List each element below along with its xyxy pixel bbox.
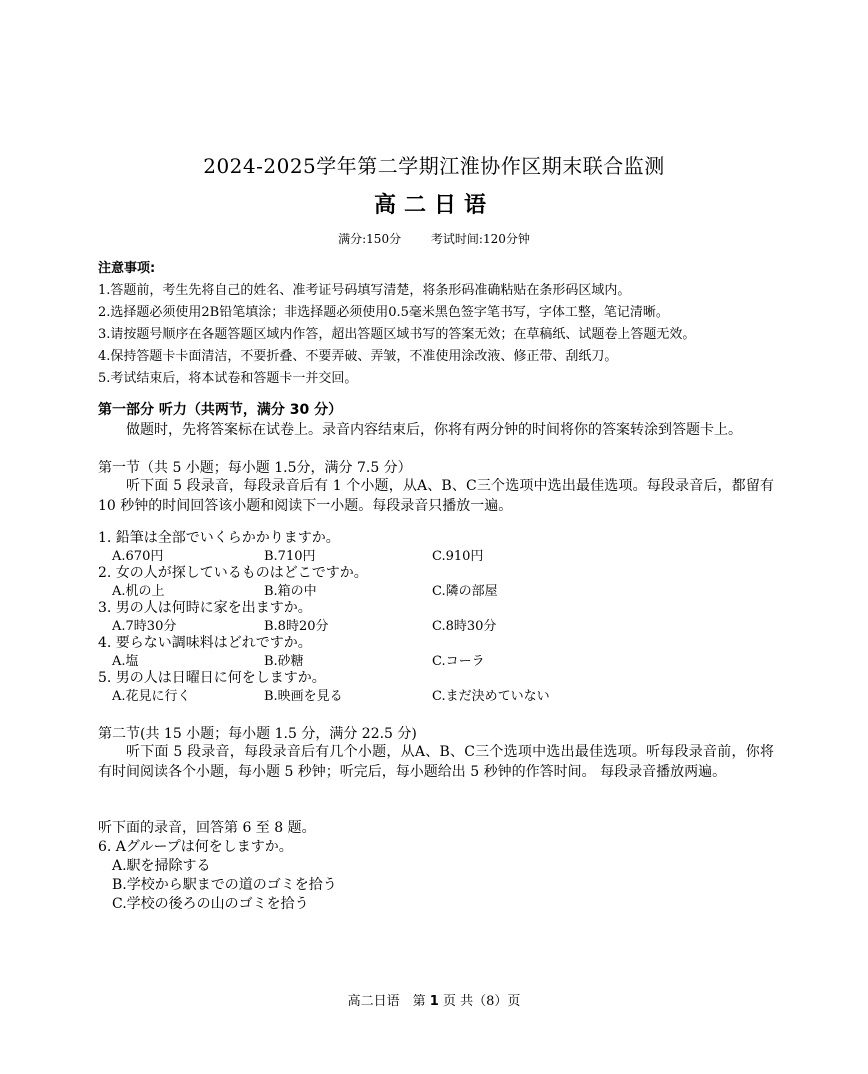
exam-meta	[0, 230, 868, 247]
full-score: 满分:150分	[338, 232, 402, 246]
question-5: 5. 男の人は日曜日に何をしますか。	[98, 670, 326, 686]
question-1: 1. 鉛筆は全部でいくらかかりますか。	[98, 530, 340, 546]
question-4: 4. 要らない調味料はどれですか。	[98, 635, 312, 651]
options-3	[98, 618, 788, 636]
option-a: A.670円	[112, 548, 164, 564]
question-6: 6. Aグループは何をしますか。	[98, 839, 293, 855]
footer-total: 页 共（8）页	[438, 994, 521, 1009]
note-item: 1.答题前，考生先将自己的姓名、准考证号码填写清楚，将条形码准确粘贴在条形码区域内。	[98, 283, 631, 298]
exam-time: 考试时间:120分钟	[430, 232, 530, 246]
section2-intro: 听下面 5 段录音，每段录音后有几个小题，从A、B、C三个选项中选出最佳选项。听每段录音前，你将有时间阅读各个小题，每小题 5 秒钟；听完后，每小题给出 5 秒钟的作答时间。 每段录音播放两遍。	[98, 744, 774, 780]
option-a: A.花見に行く	[112, 688, 191, 704]
option-a: A.駅を掃除する	[112, 858, 211, 874]
option-c: C.学校の後ろの山のゴミを拾う	[112, 896, 309, 912]
option-b: B.学校から駅までの道のゴミを拾う	[112, 877, 337, 893]
notes-heading: 注意事项:	[98, 261, 156, 276]
options-4	[98, 653, 788, 671]
option-b: B.砂糖	[264, 653, 304, 669]
option-b: B.箱の中	[264, 583, 317, 599]
option-c: C.まだ決めていない	[432, 688, 550, 704]
option-b: B.映画を見る	[264, 688, 343, 704]
options-1	[98, 548, 788, 566]
question-6-block	[98, 838, 337, 914]
note-item: 5.考试结束后，将本试卷和答题卡一并交回。	[98, 371, 358, 386]
question-3: 3. 男の人は何時に家を出ますか。	[98, 600, 312, 616]
section2-heading: 第二节(共 15 小题；每小题 1.5 分，满分 22.5 分)	[98, 726, 417, 742]
option-c: C.隣の部屋	[432, 583, 498, 599]
section1-heading: 第一节（共 5 小题；每小题 1.5分，满分 7.5 分）	[98, 460, 412, 476]
option-a: A.机の上	[112, 583, 165, 599]
notes-block	[98, 258, 788, 390]
section1-questions	[98, 530, 788, 705]
exam-title: 2024-2025学年第二学期江淮协作区期末联合监测	[203, 154, 665, 178]
page-number: 1	[429, 994, 439, 1009]
footer-text: 高二日语 第	[347, 994, 430, 1009]
section1-intro: 听下面 5 段录音，每段录音后有 1 个小题，从A、B、C三个选项中选出最佳选项。每段录音后，都留有 10 秒钟的时间回答该小题和阅读下一小题。每段录音只播放一遍。	[98, 478, 774, 514]
part1-heading: 第一部分 听力（共两节，满分 30 分）	[98, 402, 343, 418]
note-item: 2.选择题必须使用2B铅笔填涂；非选择题必须使用0.5毫米黑色签字笔书写，字体工整，笔记清晰。	[98, 305, 669, 320]
group-intro: 听下面的录音，回答第 6 至 8 题。	[98, 820, 316, 836]
subject-title: 高二日语	[373, 193, 494, 218]
option-a: A.塩	[112, 653, 139, 669]
options-5	[98, 688, 788, 706]
option-c: C.コーラ	[432, 653, 485, 669]
page-footer	[0, 990, 868, 1009]
note-item: 3.请按题号顺序在各题答题区域内作答，超出答题区域书写的答案无效；在草稿纸、试题卷上答题无效。	[98, 327, 696, 342]
part1-intro: 做题时，先将答案标在试卷上。录音内容结束后，你将有两分钟的时间将你的答案转涂到答题卡上。	[126, 422, 742, 438]
option-a: A.7時30分	[112, 618, 177, 634]
option-b: B.710円	[264, 548, 316, 564]
option-b: B.8時20分	[264, 618, 329, 634]
option-c: C.910円	[432, 548, 484, 564]
options-2	[98, 583, 788, 601]
note-item: 4.保持答题卡卡面清洁，不要折叠、不要弄破、弄皱，不准使用涂改液、修正带、刮纸刀。	[98, 349, 618, 364]
question-2: 2. 女の人が探しているものはどこですか。	[98, 565, 368, 581]
option-c: C.8時30分	[432, 618, 497, 634]
